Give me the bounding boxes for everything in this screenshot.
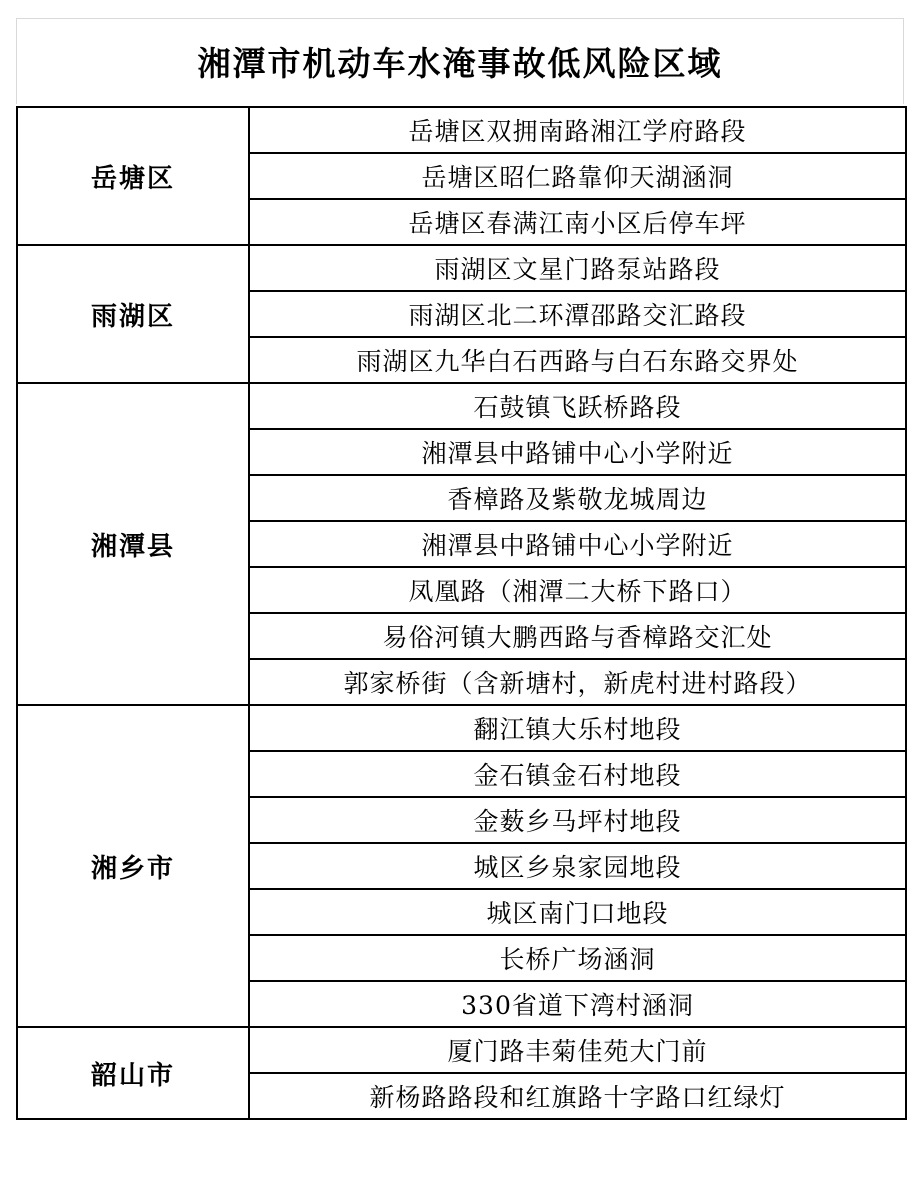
table-row <box>17 383 906 429</box>
location-cell: 330省道下湾村涵洞 <box>249 981 906 1027</box>
location-cell: 岳塘区昭仁路靠仰天湖涵洞 <box>249 153 906 199</box>
risk-area-table <box>16 106 907 1120</box>
location-cell: 翻江镇大乐村地段 <box>249 705 906 751</box>
location-cell: 岳塘区春满江南小区后停车坪 <box>249 199 906 245</box>
district-cell: 湘潭县 <box>17 383 249 705</box>
location-cell: 雨湖区九华白石西路与白石东路交界处 <box>249 337 906 383</box>
location-cell: 凤凰路（湘潭二大桥下路口） <box>249 567 906 613</box>
location-cell: 长桥广场涵洞 <box>249 935 906 981</box>
location-cell: 金石镇金石村地段 <box>249 751 906 797</box>
location-cell: 石鼓镇飞跃桥路段 <box>249 383 906 429</box>
location-cell: 易俗河镇大鹏西路与香樟路交汇处 <box>249 613 906 659</box>
district-cell: 湘乡市 <box>17 705 249 1027</box>
table-row <box>17 245 906 291</box>
location-cell: 雨湖区北二环潭邵路交汇路段 <box>249 291 906 337</box>
location-cell: 湘潭县中路铺中心小学附近 <box>249 429 906 475</box>
location-cell: 香樟路及紫敬龙城周边 <box>249 475 906 521</box>
table-row <box>17 705 906 751</box>
title-box <box>16 18 904 104</box>
location-cell: 城区乡泉家园地段 <box>249 843 906 889</box>
location-cell: 新杨路路段和红旗路十字路口红绿灯 <box>249 1073 906 1119</box>
location-cell: 岳塘区双拥南路湘江学府路段 <box>249 107 906 153</box>
table-row <box>17 107 906 153</box>
location-cell: 雨湖区文星门路泵站路段 <box>249 245 906 291</box>
district-cell: 岳塘区 <box>17 107 249 245</box>
district-cell: 韶山市 <box>17 1027 249 1119</box>
location-cell: 厦门路丰菊佳苑大门前 <box>249 1027 906 1073</box>
location-cell: 郭家桥街（含新塘村，新虎村进村路段） <box>249 659 906 705</box>
location-cell: 湘潭县中路铺中心小学附近 <box>249 521 906 567</box>
page-title: 湘潭市机动车水淹事故低风险区域 <box>197 44 723 83</box>
table-row <box>17 1027 906 1073</box>
location-cell: 城区南门口地段 <box>249 889 906 935</box>
district-cell: 雨湖区 <box>17 245 249 383</box>
location-cell: 金薮乡马坪村地段 <box>249 797 906 843</box>
